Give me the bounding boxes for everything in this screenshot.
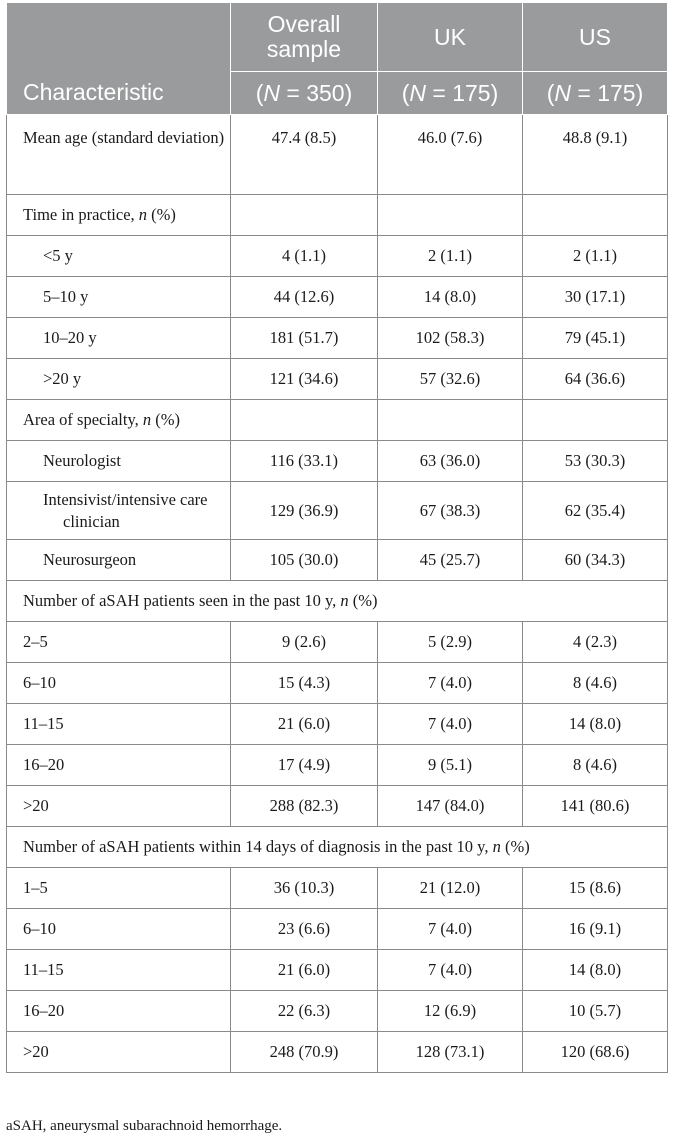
cell-uk: 147 (84.0) (378, 786, 523, 827)
cell-overall: 47.4 (8.5) (231, 115, 378, 195)
cell-overall: 15 (4.3) (231, 663, 378, 704)
cell-uk: 12 (6.9) (378, 991, 523, 1032)
table-row (7, 663, 668, 704)
table-header (7, 3, 668, 115)
cell-us: 48.8 (9.1) (523, 115, 668, 195)
table-row (7, 318, 668, 359)
cell-overall: 121 (34.6) (231, 359, 378, 400)
table-row (7, 1032, 668, 1073)
section-label: Time in practice, n (%) (7, 195, 231, 236)
header-us-n: (N = 175) (523, 72, 668, 115)
header-overall: Overall sample (231, 3, 378, 72)
cell-uk: 63 (36.0) (378, 441, 523, 482)
row-label: Neurologist (7, 441, 231, 482)
row-label: 11–15 (7, 950, 231, 991)
row-label: 16–20 (7, 991, 231, 1032)
section-row (7, 581, 668, 622)
table-row (7, 115, 668, 195)
table-footnote: aSAH, aneurysmal subarachnoid hemorrhage. (6, 1118, 283, 1134)
section-row (7, 400, 668, 441)
cell-uk: 14 (8.0) (378, 277, 523, 318)
cell-us: 30 (17.1) (523, 277, 668, 318)
cell-us: 62 (35.4) (523, 482, 668, 540)
cell-overall: 44 (12.6) (231, 277, 378, 318)
table-row (7, 540, 668, 581)
section-row (7, 195, 668, 236)
cell-us: 10 (5.7) (523, 991, 668, 1032)
table-row (7, 786, 668, 827)
cell-uk: 46.0 (7.6) (378, 115, 523, 195)
row-label: >20 y (7, 359, 231, 400)
cell-overall: 21 (6.0) (231, 704, 378, 745)
cell-us: 4 (2.3) (523, 622, 668, 663)
cell-uk: 7 (4.0) (378, 663, 523, 704)
table-row (7, 704, 668, 745)
cell-us: 15 (8.6) (523, 868, 668, 909)
cell-overall: 129 (36.9) (231, 482, 378, 540)
cell-overall: 4 (1.1) (231, 236, 378, 277)
cell-uk: 7 (4.0) (378, 909, 523, 950)
cell-overall: 17 (4.9) (231, 745, 378, 786)
row-label: >20 (7, 786, 231, 827)
cell-uk: 9 (5.1) (378, 745, 523, 786)
header-blank (7, 3, 231, 72)
cell-overall: 248 (70.9) (231, 1032, 378, 1073)
cell-us: 16 (9.1) (523, 909, 668, 950)
header-characteristic: Characteristic (7, 72, 231, 115)
section-label: Area of specialty, n (%) (7, 400, 231, 441)
row-label: 16–20 (7, 745, 231, 786)
cell-us: 8 (4.6) (523, 663, 668, 704)
cell-uk: 45 (25.7) (378, 540, 523, 581)
table-row (7, 277, 668, 318)
row-label: 6–10 (7, 663, 231, 704)
table-row (7, 236, 668, 277)
row-label: <5 y (7, 236, 231, 277)
row-label: 5–10 y (7, 277, 231, 318)
cell-uk: 57 (32.6) (378, 359, 523, 400)
row-label: >20 (7, 1032, 231, 1073)
table-row (7, 950, 668, 991)
cell-uk: 7 (4.0) (378, 704, 523, 745)
row-label: 10–20 y (7, 318, 231, 359)
cell-us: 14 (8.0) (523, 950, 668, 991)
section-label: Number of aSAH patients seen in the past 10 y, n (%) (7, 581, 668, 622)
table-row (7, 622, 668, 663)
characteristics-table (6, 2, 668, 1073)
cell-us: 14 (8.0) (523, 704, 668, 745)
row-label: Neurosurgeon (7, 540, 231, 581)
row-label: Intensivist/intensive care clinician (7, 482, 231, 540)
table-row (7, 991, 668, 1032)
cell-overall: 22 (6.3) (231, 991, 378, 1032)
row-label: 11–15 (7, 704, 231, 745)
cell-us: 141 (80.6) (523, 786, 668, 827)
cell-uk: 128 (73.1) (378, 1032, 523, 1073)
table-row (7, 868, 668, 909)
cell-overall: 288 (82.3) (231, 786, 378, 827)
cell-us: 120 (68.6) (523, 1032, 668, 1073)
cell-uk: 21 (12.0) (378, 868, 523, 909)
cell-uk: 2 (1.1) (378, 236, 523, 277)
table-row (7, 909, 668, 950)
cell-us: 8 (4.6) (523, 745, 668, 786)
header-uk: UK (378, 3, 523, 72)
row-label: 6–10 (7, 909, 231, 950)
cell-uk: 67 (38.3) (378, 482, 523, 540)
header-us: US (523, 3, 668, 72)
cell-us: 79 (45.1) (523, 318, 668, 359)
cell-us: 2 (1.1) (523, 236, 668, 277)
cell-overall: 9 (2.6) (231, 622, 378, 663)
table-row (7, 482, 668, 540)
section-label: Number of aSAH patients within 14 days of diagnosis in the past 10 y, n (%) (7, 827, 668, 868)
cell-overall: 36 (10.3) (231, 868, 378, 909)
cell-uk: 5 (2.9) (378, 622, 523, 663)
row-label: 2–5 (7, 622, 231, 663)
cell-us: 64 (36.6) (523, 359, 668, 400)
table-row (7, 441, 668, 482)
cell-uk: 102 (58.3) (378, 318, 523, 359)
cell-overall: 181 (51.7) (231, 318, 378, 359)
row-label: 1–5 (7, 868, 231, 909)
section-row (7, 827, 668, 868)
cell-overall: 21 (6.0) (231, 950, 378, 991)
row-label: Mean age (standard deviation) (7, 115, 231, 195)
cell-us: 60 (34.3) (523, 540, 668, 581)
cell-uk: 7 (4.0) (378, 950, 523, 991)
header-uk-n: (N = 175) (378, 72, 523, 115)
cell-overall: 105 (30.0) (231, 540, 378, 581)
table-row (7, 359, 668, 400)
cell-overall: 23 (6.6) (231, 909, 378, 950)
header-overall-n: (N = 350) (231, 72, 378, 115)
table-row (7, 745, 668, 786)
cell-overall: 116 (33.1) (231, 441, 378, 482)
cell-us: 53 (30.3) (523, 441, 668, 482)
